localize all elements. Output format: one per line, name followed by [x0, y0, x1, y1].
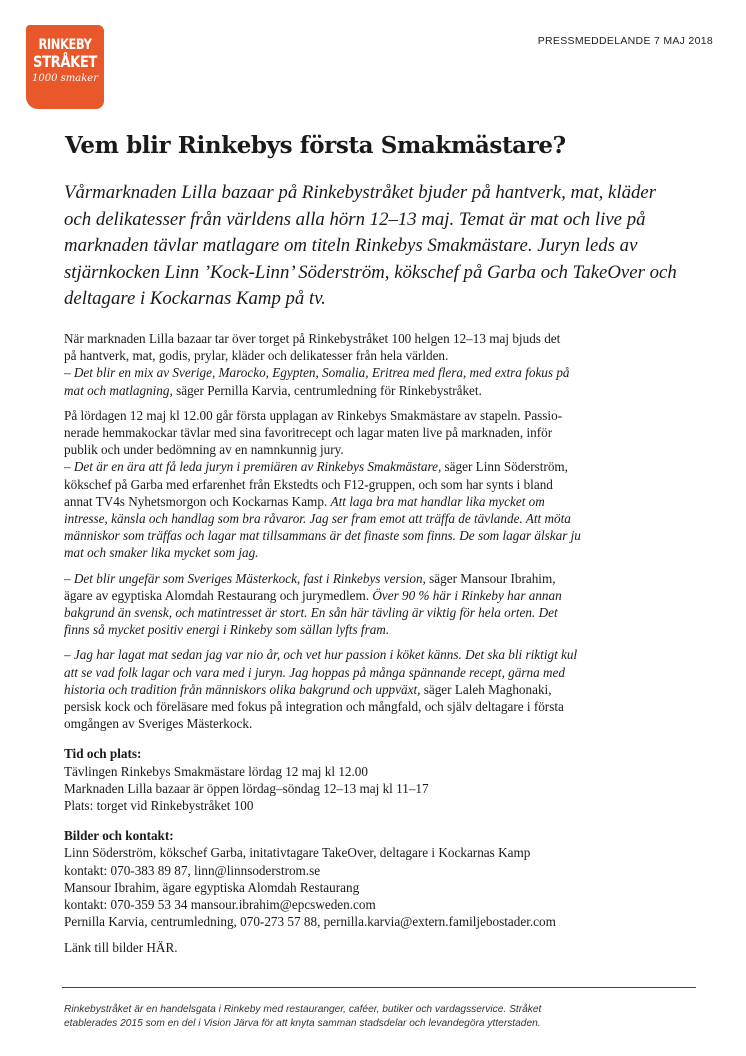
quote-text: Över 90 % här i Rinkeby har annan	[372, 587, 562, 603]
quote-line	[64, 364, 684, 381]
press-release-date: PRESSMEDDELANDE 7 MAJ 2018	[537, 35, 713, 47]
quote-line	[64, 570, 684, 587]
plain-text: ägare av egyptiska Alomdah Restaurang och jurymedlem.	[64, 587, 373, 603]
quote-text: mat och matlagning,	[64, 382, 173, 398]
attribution-text: säger Pernilla Karvia, centrumledning för Rinkebystråket.	[172, 382, 482, 398]
attribution-text: säger Mansour Ibrahim,	[425, 570, 556, 586]
quote-text: Att laga bra mat handlar lika mycket om	[330, 493, 545, 509]
text-line: nerade hemmakockar tävlar med sina favoritrecept och lagar maten live på marknaden, inför	[64, 425, 553, 441]
quote-text: – Det är en ära att få leda juryn i premiären av Rinkebys Smakmästare,	[64, 459, 442, 475]
contact-line: kontakt: 070-383 89 87, linn@linnsoderstrom.se	[64, 862, 321, 878]
rinkebystraket-logo	[26, 25, 104, 109]
article-body	[64, 330, 684, 964]
footer-note	[64, 1003, 694, 1030]
quote-text: historia och tradition från människors olika bakgrund och uppväxt,	[64, 681, 421, 697]
contacts-heading: Bilder och kontakt:	[64, 828, 174, 844]
attribution-text: säger Linn Söderström,	[441, 459, 568, 475]
text-line: på hantverk, mat, godis, prylar, kläder och delikatesser från hela världen.	[64, 348, 449, 364]
footer-line: etablerades 2015 som en del i Vision Järva för att knyta samman stadsdelar och levandegöra ytterstaden.	[64, 1017, 541, 1029]
contact-line: Linn Söderström, kökschef Garba, initativtagare TakeOver, deltagare i Kockarnas Kamp	[64, 845, 531, 861]
quote-text: intresse, känsla och handlag som bra råvaror. Jag ser fram emot att träffa de tävlande. Att möta	[64, 511, 571, 527]
paragraph-competition	[64, 407, 684, 562]
quote-line	[64, 527, 684, 544]
quote-text: mat och smaker lika mycket som jag.	[64, 545, 259, 561]
logo-line-2: STRÅKET	[33, 52, 97, 71]
contact-line: Pernilla Karvia, centrumledning, 070-273 57 88, pernilla.karvia@extern.familjebostader.com	[64, 914, 556, 930]
text-line: persisk kock och föreläsare med fokus på integration och mångfald, och själv deltagare i första	[64, 699, 564, 715]
quote-line	[64, 681, 684, 698]
quote-line	[64, 646, 684, 663]
images-and-contacts	[64, 827, 684, 930]
plain-text: annat TV4s Nyhetsmorgon och Kockarnas Kamp.	[64, 493, 331, 509]
quote-text: människor som träffas och lagar mat tillsammans är det finaste som finns. De som lagar älskar ju	[64, 528, 581, 544]
lead-paragraph: Vårmarknaden Lilla bazaar på Rinkebystråket bjuder på hantverk, mat, kläder och delikatesser från världens alla hörn 12–13 maj. Temat är mat och live på marknaden tävlar matlagare om titeln Rinkebys Smakmästare. Juryn leds av stjärnkocken Linn ’Kock-Linn’ Söderström, kökschef på Garba och TakeOver och deltagare i Kockarnas Kamp på tv.	[64, 182, 677, 309]
text-line: kökschef på Garba med erfarenhet från Ekstedts och F12-gruppen, och som har synts i bland	[64, 476, 553, 492]
time-place-heading: Tid och plats:	[64, 746, 142, 762]
attribution-text: säger Laleh Maghonaki,	[420, 681, 552, 697]
logo-line-1: RINKEBY	[38, 37, 92, 53]
contact-line: Mansour Ibrahim, ägare egyptiska Alomdah Restaurang	[64, 879, 360, 895]
quote-text: att se vad folk lagar och vara med i juryn. Jag hoppas på många spännande recept, gärna med	[64, 664, 565, 680]
time-place-line: Plats: torget vid Rinkebystråket 100	[64, 798, 254, 814]
quote-text: – Jag har lagat mat sedan jag var nio år, och vet hur passion i köket känns. Det ska bli riktigt kul	[64, 647, 578, 663]
text-line: publik och under bedömning av en namnkunnig jury.	[64, 442, 344, 458]
footer-line: Rinkebystråket är en handelsgata i Rinkeby med restauranger, caféer, butiker och vardagsservice. Stråket	[64, 1004, 542, 1015]
time-place-line: Tävlingen Rinkebys Smakmästare lördag 12 maj kl 12.00	[64, 763, 368, 779]
quote-line	[64, 510, 684, 527]
quote-line	[64, 587, 684, 604]
footer-divider	[62, 987, 696, 988]
quote-text: bakgrund än svensk, och matintresset är stort. En sån här tävling är viktig för hela orten. Det	[64, 605, 558, 621]
text-line: omgången av Sveriges Mästerkock.	[64, 716, 253, 732]
quote-text: – Det blir en mix av Sverige, Marocko, Egypten, Somalia, Eritrea med flera, med extra fokus på	[64, 365, 570, 381]
page-title: Vem blir Rinkebys första Smakmästare?	[65, 132, 566, 159]
logo-tagline: 1000 smaker	[32, 73, 98, 84]
text-line: På lördagen 12 maj kl 12.00 går första upplagan av Rinkebys Smakmästare av stapeln. Passio-	[64, 407, 563, 423]
quote-line	[64, 544, 684, 561]
quote-line	[64, 458, 684, 475]
quote-text: – Det blir ungefär som Sveriges Mästerkock, fast i Rinkebys version,	[64, 570, 426, 586]
paragraph-mansour-quote	[64, 570, 684, 639]
paragraph-market-intro	[64, 330, 684, 399]
quote-line	[64, 604, 684, 621]
images-link[interactable]: Länk till bilder HÄR.	[64, 939, 178, 955]
paragraph-laleh-quote	[64, 646, 684, 732]
quote-line	[64, 621, 684, 638]
quote-line	[64, 493, 684, 510]
quote-line	[64, 382, 684, 399]
quote-text: finns så mycket positiv energi i Rinkeby som sällan lyfts fram.	[64, 622, 390, 638]
time-place-line: Marknaden Lilla bazaar är öppen lördag–söndag 12–13 maj kl 11–17	[64, 780, 429, 796]
quote-line	[64, 664, 684, 681]
contact-line: kontakt: 070-359 53 34 mansour.ibrahim@epcsweden.com	[64, 897, 376, 913]
text-line: När marknaden Lilla bazaar tar över torget på Rinkebystråket 100 helgen 12–13 maj bjuds det	[64, 331, 561, 346]
time-and-place	[64, 745, 684, 814]
